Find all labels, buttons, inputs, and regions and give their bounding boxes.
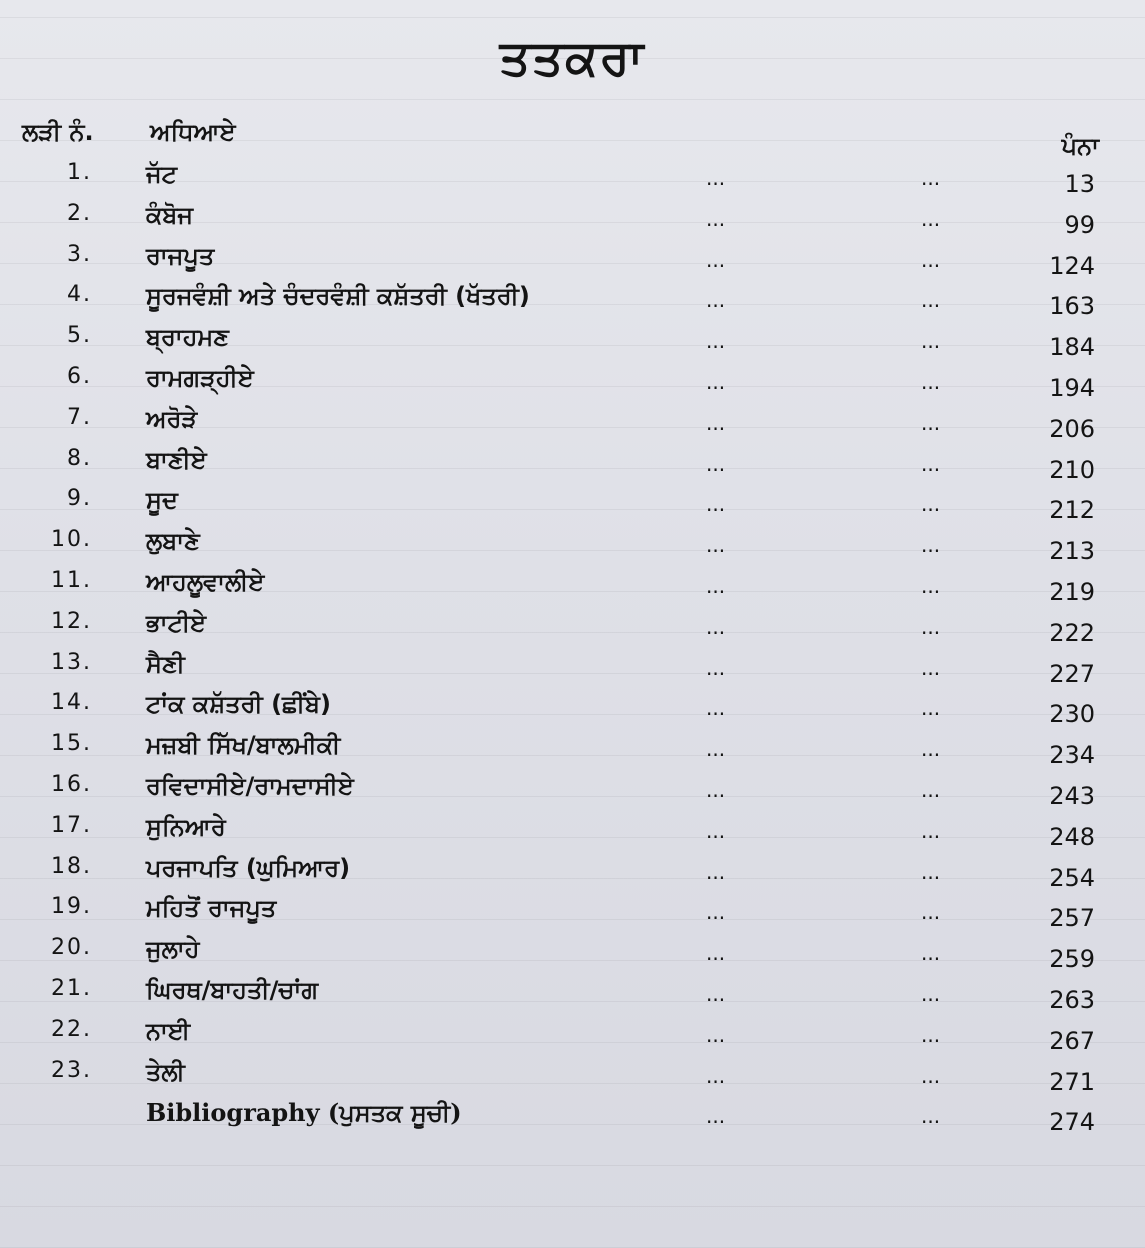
toc-entry (0, 1017, 1145, 1057)
entry-leader-dots: ... (921, 655, 941, 680)
entry-chapter-name: ਪਰਜਾਪਤਿ (ਘੁਮਿਆਰ) (146, 853, 351, 882)
entry-number: 3. (67, 241, 92, 267)
entry-leader-dots: ... (921, 941, 941, 966)
entry-chapter-name: ਤੇਲੀ (146, 1057, 185, 1086)
header-serial-number: ਲੜੀ ਨੰ. (22, 118, 94, 146)
entry-leader-dots: ... (921, 737, 941, 762)
toc-entry (0, 609, 1145, 649)
entry-leader-dots: ... (706, 1104, 726, 1129)
entry-page-number: 124 (1049, 251, 1095, 280)
entry-leader-dots: ... (921, 288, 941, 313)
entry-number: 1. (67, 160, 92, 185)
entry-number: 22. (51, 1016, 92, 1042)
entry-page-number: 243 (1049, 782, 1095, 810)
toc-entry (0, 568, 1145, 608)
entry-leader-dots: ... (706, 655, 726, 680)
entry-leader-dots: ... (706, 329, 726, 354)
toc-entry (0, 201, 1145, 241)
toc-entry (0, 1058, 1145, 1098)
entry-page-number: 184 (1049, 333, 1095, 362)
entry-leader-dots: ... (921, 247, 941, 272)
entry-leader-dots: ... (921, 1104, 941, 1129)
toc-entry (0, 282, 1145, 322)
entry-chapter-name: ਘਿਰਥ/ਬਾਹਤੀ/ਚਾਂਗ (146, 976, 319, 1004)
toc-entry (0, 650, 1145, 690)
header-page: ਪੰਨਾ (1061, 132, 1099, 160)
entry-leader-dots: ... (921, 818, 941, 843)
entry-leader-dots: ... (706, 737, 726, 762)
entry-page-number: 267 (1049, 1026, 1095, 1055)
entry-page-number: 234 (1049, 741, 1095, 770)
entry-chapter-name: Bibliography (ਪੁਸਤਕ ਸੂਚੀ) (146, 1098, 462, 1128)
entry-page-number: 99 (1064, 210, 1095, 239)
toc-entry (0, 813, 1145, 853)
entry-number: 19. (51, 894, 92, 920)
entry-leader-dots: ... (706, 900, 726, 925)
entry-chapter-name: ਮਹਿਤੋਂ ਰਾਜਪੂਤ (146, 894, 277, 923)
entry-leader-dots: ... (921, 370, 941, 394)
entry-page-number: 212 (1049, 496, 1095, 525)
toc-entry (0, 446, 1145, 486)
entry-leader-dots: ... (921, 696, 941, 721)
entry-leader-dots: ... (706, 247, 726, 272)
toc-entry (0, 160, 1145, 200)
toc-entry (0, 1098, 1145, 1138)
entry-leader-dots: ... (706, 166, 726, 190)
entry-page-number: 259 (1049, 945, 1095, 974)
toc-entry (0, 486, 1145, 526)
entry-chapter-name: ਮਜ਼ਬੀ ਸਿੱਖ/ਬਾਲਮੀਕੀ (146, 731, 341, 760)
toc-entry (0, 976, 1145, 1016)
entry-page-number: 230 (1049, 700, 1095, 729)
entry-number: 17. (51, 812, 92, 838)
entry-leader-dots: ... (706, 1022, 726, 1047)
page-title: ਤਤਕਰਾ (499, 30, 646, 86)
entry-page-number: 222 (1049, 618, 1095, 647)
entry-chapter-name: ਆਹਲੂਵਾਲੀਏ (146, 568, 265, 596)
entry-chapter-name: ਟਾਂਕ ਕਸ਼ੱਤਰੀ (ਛੀਂਬੇ) (146, 690, 331, 719)
entry-number: 8. (67, 445, 92, 471)
entry-leader-dots: ... (706, 288, 726, 313)
entry-leader-dots: ... (706, 941, 726, 966)
entry-leader-dots: ... (706, 614, 726, 639)
entry-leader-dots: ... (921, 1022, 941, 1047)
entry-number: 6. (67, 364, 92, 389)
entry-leader-dots: ... (921, 166, 941, 190)
entry-page-number: 257 (1049, 904, 1095, 933)
entry-chapter-name: ਰਵਿਦਾਸੀਏ/ਰਾਮਦਾਸੀਏ (146, 772, 354, 800)
entry-number: 13. (51, 649, 92, 675)
entry-number: 10. (51, 527, 92, 553)
entry-leader-dots: ... (921, 778, 941, 802)
toc-entry (0, 690, 1145, 730)
entry-chapter-name: ਸੈਣੀ (146, 649, 185, 678)
entry-leader-dots: ... (921, 533, 941, 558)
entry-page-number: 219 (1049, 578, 1095, 606)
toc-entry (0, 405, 1145, 445)
entry-leader-dots: ... (921, 1063, 941, 1088)
entry-chapter-name: ਬ੍ਰਾਹਮਣ (146, 323, 229, 352)
entry-chapter-name: ਕੰਬੋਜ (146, 200, 194, 229)
entry-number: 16. (51, 772, 92, 797)
entry-leader-dots: ... (921, 859, 941, 884)
entry-leader-dots: ... (706, 206, 726, 231)
entry-leader-dots: ... (706, 1063, 726, 1088)
entry-leader-dots: ... (921, 492, 941, 517)
entry-number: 9. (67, 486, 92, 512)
toc-entry (0, 731, 1145, 771)
entry-leader-dots: ... (706, 859, 726, 884)
entry-leader-dots: ... (706, 410, 726, 435)
entry-number: 12. (51, 608, 92, 634)
entry-number: 21. (51, 976, 92, 1001)
toc-entry (0, 854, 1145, 894)
entry-chapter-name: ਲੁਬਾਣੇ (146, 527, 200, 556)
entry-number: 23. (51, 1057, 92, 1083)
entry-chapter-name: ਸੁਨਿਆਰੇ (146, 812, 226, 841)
entry-chapter-name: ਅਰੋੜੇ (146, 404, 198, 433)
entry-leader-dots: ... (921, 329, 941, 354)
entry-number: 2. (67, 200, 92, 226)
entry-page-number: 163 (1049, 292, 1095, 321)
entry-number: 20. (51, 935, 92, 961)
entry-leader-dots: ... (706, 492, 726, 517)
entry-chapter-name: ਸੂਦ (146, 486, 178, 515)
entry-chapter-name: ਸੂਰਜਵੰਸ਼ੀ ਅਤੇ ਚੰਦਰਵੰਸ਼ੀ ਕਸ਼ੱਤਰੀ (ਖੱਤਰੀ) (146, 282, 530, 311)
entry-number: 7. (67, 404, 92, 430)
entry-number: 5. (67, 323, 92, 349)
entry-page-number: 248 (1049, 822, 1095, 851)
entry-page-number: 194 (1049, 374, 1095, 402)
entry-page-number: 13 (1064, 170, 1095, 198)
entry-page-number: 227 (1049, 659, 1095, 688)
entry-page-number: 254 (1049, 863, 1095, 892)
header-chapter: ਅਧਿਆਏ (150, 118, 236, 146)
entry-chapter-name: ਰਾਜਪੂਤ (146, 241, 215, 270)
toc-entry (0, 935, 1145, 975)
entry-leader-dots: ... (921, 900, 941, 925)
entry-leader-dots: ... (921, 451, 941, 476)
toc-entry (0, 527, 1145, 567)
entry-page-number: 210 (1049, 455, 1095, 484)
entry-page-number: 213 (1049, 537, 1095, 566)
toc-entry (0, 242, 1145, 282)
entry-number: 18. (51, 853, 92, 879)
entry-chapter-name: ਨਾਈ (146, 1016, 191, 1045)
entry-leader-dots: ... (706, 982, 726, 1006)
entry-number: 4. (67, 282, 92, 308)
entry-leader-dots: ... (706, 818, 726, 843)
toc-entry (0, 894, 1145, 934)
entry-chapter-name: ਜੁਲਾਹੇ (146, 935, 200, 964)
entry-page-number: 206 (1049, 414, 1095, 443)
entry-chapter-name: ਬਾਣੀਏ (146, 445, 207, 474)
entry-leader-dots: ... (921, 614, 941, 639)
entry-leader-dots: ... (921, 982, 941, 1006)
entry-page-number: 274 (1049, 1108, 1095, 1137)
entry-leader-dots: ... (706, 370, 726, 394)
entry-chapter-name: ਜੱਟ (146, 160, 178, 188)
entry-leader-dots: ... (921, 410, 941, 435)
entry-leader-dots: ... (706, 574, 726, 598)
entry-leader-dots: ... (921, 206, 941, 231)
entry-leader-dots: ... (706, 533, 726, 558)
entry-page-number: 271 (1049, 1067, 1095, 1096)
entry-number: 14. (51, 690, 92, 716)
toc-entry (0, 772, 1145, 812)
entry-chapter-name: ਰਾਮਗੜ੍ਹੀਏ (146, 364, 254, 392)
entry-leader-dots: ... (921, 574, 941, 598)
entry-leader-dots: ... (706, 451, 726, 476)
entry-page-number: 263 (1049, 986, 1095, 1014)
entry-number: 11. (51, 568, 92, 593)
toc-entry (0, 323, 1145, 363)
entry-chapter-name: ਭਾਟੀਏ (146, 608, 207, 637)
entry-leader-dots: ... (706, 696, 726, 721)
entry-number: 15. (51, 731, 92, 757)
toc-entry (0, 364, 1145, 404)
entry-leader-dots: ... (706, 778, 726, 802)
